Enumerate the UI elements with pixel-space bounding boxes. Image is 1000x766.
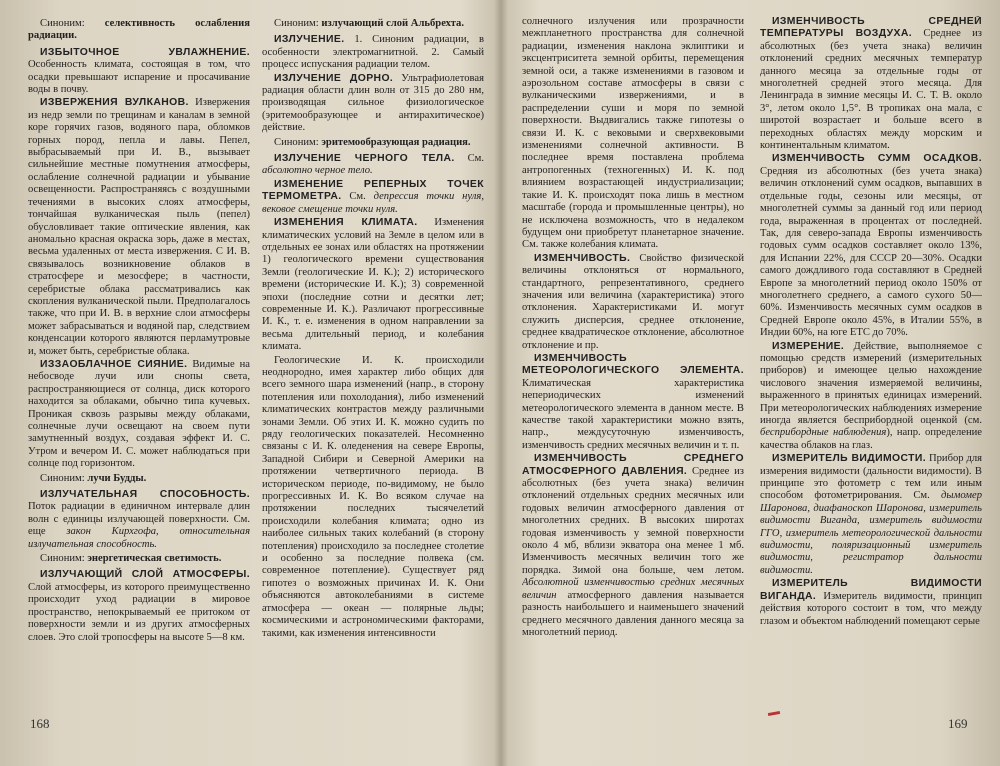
right-page-column-2 [760,16,982,728]
entry-text: 1. Синоним радиации, в особенности электромагнитной. 2. Самый процесс испускания радиации телом. [262,34,484,71]
dictionary-entry [522,253,744,352]
left-page-column-1 [28,16,250,728]
entry-text: Измеритель видимости, принцип действия которого состоит в том, что между глазом и объектом наблюдений помещают серые [760,590,982,627]
entry-text: солнечного излучения или прозрачности межпланетного пространства для солнечной радиации, изменения наклона эклиптики и эксцентриситета земной орбиты, перемещения земной оси, а также изменениями в газовом и аэрозольном составе атмосферы в связи с вулканическими извержениями, и в распределении суши и моря по земной поверхности. Выдвигались также гипотезы о связи И. К. с вековыми и сверхвековыми изменениями солнечной активности. В последнее время поставлена проблема антропогенных (техногенных) И. К. под влиянием возрастающей индустриализации; такие И. К. происходят пока лишь в местном масштабе (города и промышленные центры), но не исключена возможность, что в недалеком будущем они приобретут планетарное значение. См. также колебания климата. [522,16,744,251]
entry-text: Особенность климата, состоящая в том, что осадки превышают испарение и просачивание воды в почву. [28,59,250,96]
entry-text: Геологические И. К. происходили неоднородно, имея характер либо общих для всего земного шара изменений (напр., в сторону потепления или похолодания), либо изменений климатических контрастов между различными зонами Земли. Об этих И. К. можно судить по ряду геологических показателей. Несомненно связаны с И. К. оледенения на севере Европы, Западной Сибири и Северной Америки на протяжении четвертичного периода. В историческом периоде, по-видимому, не было прогрессивных И. К. Во всяком случае на протяжении последних тысячелетий происходили колебания климата; одно из наиболее сильных таких колебаний (в сторону потепления) происходило за последнее столетие и особенно за последние полвека (см. современное потепление). Существует ряд гипотез о возможных причинах И. К. Они объясняются автоколебаниями в системе атмосфера — океан — полярные льды; космическими и астрономическими факторами, такими, как изменения интенсивности [262,354,484,639]
entry-headword: ИЗЛУЧАТЕЛЬНАЯ СПОСОБНОСТЬ. [40,489,250,501]
dictionary-entry [760,16,982,152]
synonym-term: излучающий слой Альбрехта. [321,18,464,29]
entry-text: Среднее из абсолютных (без учета знака) величин отклонений отдельных средних месячных или годовых величин атмосферного давления от многолетних средних. В высоких широтах годовая изменчивость у земной поверхности около 4 мб, вблизи экватора она менее 1 мб. Изменчивость месячных величин того же порядка. Зимой она больше, чем летом. [522,465,744,576]
synonym-term: лучи Будды. [87,472,147,484]
entry-text: Изменения климатических условий на Земле в целом или в отдельных ее зонах или областях на протяжении 1) геологического времени существования Земли (геологические И. К.); 2) исторического времени (исторические И. К.); 3) современной эпохи (последние сотни и десятки лет; современные И. К.). Различают прогрессивные И. К., т. е. изменения в одном направлении за весьма длительный период, и колебания климата. [262,217,484,353]
synonym-line [28,18,250,43]
entry-text: Видимые на небосводе лучи или снопы света, распространяющиеся от солнца, диск которого находится за облаками, обычно типа кучевых. Проникая сквозь разрывы между облаками, солнечные лучи освещают на своем пути замутненный воздух, создавая эффект И. С. Утром и вечером И. С. может наблюдаться при солнце под горизонтом. [28,358,250,470]
synonym-term: селективность ослабления радиации. [28,18,250,42]
entry-headword: ИЗВЕРЖЕНИЯ ВУЛКАНОВ. [40,97,189,109]
entry-text: Климатическая характеристика непериодических изменений метеорологического элемента в данном месте. В качестве такой характеристики можно взять, напр., междусуточную изменчивость, изменчивость средних месячных величин и т. п. [522,377,744,451]
entry-headword: ИЗМЕНЧИВОСТЬ СРЕДНЕЙ ТЕМПЕРАТУРЫ ВОЗДУХА. [760,16,982,40]
dictionary-entry [262,73,484,135]
entry-text: Ультрафиолетовая радиация области длин волн от 315 до 280 нм, производящая сильное физиологическое (эритемообразующее и антирахитическое) действие. [262,72,484,134]
synonym-prefix: Синоним: [40,472,88,484]
paragraph [262,355,484,640]
entry-headword: ИЗМЕНЧИВОСТЬ МЕТЕОРОЛОГИЧЕСКОГО ЭЛЕМЕНТА. [522,352,744,377]
entry-text: Среднее из абсолютных (без учета знака) величин отклонений средних месячных температур данного месяца за отдельные годы от многолетней средней этого месяца. Для Ленинграда в зимние месяцы И. С. Т. В. около 3°, летом около 1,5°. В тропиках она мала, с широтой возрастает и больше всего в переходных областях между морским и континентальным климатом. [760,28,982,152]
dictionary-entry [262,179,484,216]
entry-text: Извержения из недр земли по трещинам и каналам в земной коре горячих газов, водяного пара, обломков горных пород, пепла и лавы. Пепел, выбрасываемый при И. В., вызывает сильнейшие местные помутнения атмосферы, ослабление солнечной радиации и убывание освещенности. Распространяясь с воздушными течениями в высоких слоях атмосферы, тончайшая вулканическая пыль (пепел) обусловливает такие оптические явления, как аномально красная окраска зорь, даже в местах, весьма удаленных от места извержения. С И. В. связывалось возникновение облаков в стратосфере и мезосфере; в частности, серебристые облака рассматривались как скопления вулканической пыли. Предполагалось также, что при И. В. в верхние слои атмосферы может забрасываться и водяной пар, следствием конденсации которого являются перламутровые и, может быть, серебристые облака. [28,97,250,357]
entry-reference: бесприбордные наблюдения [760,427,887,439]
page-number-right: 169 [948,716,968,731]
synonym-term: эритемообразующая радиация. [321,136,471,148]
synonym-prefix: Синоним: [274,136,322,148]
entry-text: См. [454,153,484,165]
synonym-line [28,473,250,485]
entry-headword: ИЗЗАОБЛАЧНОЕ СИЯНИЕ. [40,358,188,370]
dictionary-entry [522,453,744,639]
entry-text: Свойство физической величины отклоняться от нормального, стандартного, репрезентативного, среднего значения или величина (характеристика) этого отклонения. Характеристиками И. могут служить дисперсия, среднее отклонение, среднее квадратическое отклонение, абсолютное отклонение и пр. [522,252,744,351]
entry-text: Слой атмосферы, из которого преимущественно происходит уход радиации в мировое пространство, непокрываемый ее притоком от поверхности земли и из других атмосферных слоев. Это слой тропосферы на высоте 5—8 км. [28,581,250,643]
dictionary-entry [28,97,250,358]
dictionary-entry [28,569,250,643]
synonym-line [262,137,484,149]
dictionary-entry [28,489,250,551]
synonym-prefix: Синоним: [40,18,105,29]
entry-text: атмосферного давления называется разность наибольшего и наименьшего значений среднего месячного давления данного месяца за многолетний период. [522,589,744,638]
entry-headword: ИЗБЫТОЧНОЕ УВЛАЖНЕНИЕ. [40,46,250,58]
synonym-line [262,18,484,30]
entry-reference: закон Кирхгофа, относительная излучательная способность. [28,526,250,550]
dictionary-entry [262,153,484,178]
synonym-line [28,553,250,565]
synonym-prefix: Синоним: [274,18,322,29]
synonym-term: энергетическая светимость. [87,553,222,565]
entry-headword: ИЗМЕНЕНИЯ КЛИМАТА. [274,217,418,229]
entry-headword: ИЗЛУЧЕНИЕ ДОРНО. [274,72,394,84]
entry-text: См. [341,191,374,203]
dictionary-entry [28,359,250,471]
right-page-column-1 [522,16,744,728]
entry-headword: ИЗМЕНЧИВОСТЬ. [534,252,631,264]
entry-text: Поток радиации в единичном интервале длин волн с единицы излучающей поверхности. См. еще [28,501,250,538]
book-gutter [494,0,508,766]
dictionary-entry [262,34,484,71]
entry-headword: ИЗМЕРИТЕЛЬ ВИДИМОСТИ ВИГАНДА. [760,578,982,602]
entry-headword: ИЗМЕНЧИВОСТЬ СРЕДНЕГО АТМОСФЕРНОГО ДАВЛЕНИЯ. [522,453,744,477]
entry-headword: ИЗМЕНЧИВОСТЬ СУММ ОСАДКОВ. [772,153,982,165]
dictionary-entry [760,341,982,453]
left-page-column-2 [262,16,484,728]
entry-text: Действие, выполняемое с помощью средств измерений (измерительных приборов) и имеющее целью нахождение числового значения измеряемой величины, выраженного в принятых единицах измерений. При метеорологических наблюдениях измерение иногда является бесприбордной оценкой (см. [760,340,982,426]
entry-text: Средняя из абсолютных (без учета знака) величин отклонений сумм осадков, выпавших в отдельные годы, сезоны или месяцы, от многолетней суммы за данный год или период года, выраженная в процентах от последней. Так, для северо-запада Европы изменчивость годовых сумм осадков составляет около 13%, для Испании 22%, для СССР 20—30%. Осадки самого дождливого года составляют в Средней Европе за многолетний период около 150% от многолетнего среднего, а самого сухого 50—60%. Изменчивость месячных сумм осадков в Средней Европе около 45%, в Италии 55%, в Индии 60%, на юге ЕТС до 70%. [760,165,982,339]
entry-text: Прибор для измерения видимости (дальности видимости). В принципе это фотометр с тем или иным способом фотометрирования. См. [760,453,982,502]
entry-headword: ИЗЛУЧАЮЩИЙ СЛОЙ АТМОСФЕРЫ. [40,569,250,581]
entry-reference: дымомер Шаронова, диафаноскоп Шаронова, измеритель видимости Вигандa, измеритель видимости ГГО, измеритель метеорологической дальности видимости, поляризационный измеритель видимости, регистратор дальности видимости. [760,490,982,576]
synonym-prefix: Синоним: [40,553,88,565]
dictionary-entry [760,578,982,628]
entry-headword: ИЗЛУЧЕНИЕ. [274,34,345,46]
dictionary-entry [522,353,744,452]
dictionary-entry [262,217,484,353]
page-number-left: 168 [30,716,50,731]
entry-reference: депрессия точки нуля, вековое смещение точки нуля. [262,191,484,215]
dictionary-entry [760,153,982,339]
entry-headword: ИЗЛУЧЕНИЕ ЧЕРНОГО ТЕЛА. [274,153,455,165]
dictionary-entry [760,453,982,577]
entry-headword: ИЗМЕРИТЕЛЬ ВИДИМОСТИ. [772,453,927,465]
entry-headword: ИЗМЕНЕНИЕ РЕПЕРНЫХ ТОЧЕК ТЕРМОМЕТРА. [262,178,484,203]
entry-reference: Абсолютной изменчивостью средних месячных величин [522,577,744,601]
entry-headword: ИЗМЕРЕНИЕ. [772,340,845,352]
entry-text: ), напр. определение качества облаков на глаз. [760,427,982,451]
paragraph [522,16,744,252]
entry-reference: абсолютно черное тело. [262,165,373,177]
dictionary-entry [28,47,250,97]
